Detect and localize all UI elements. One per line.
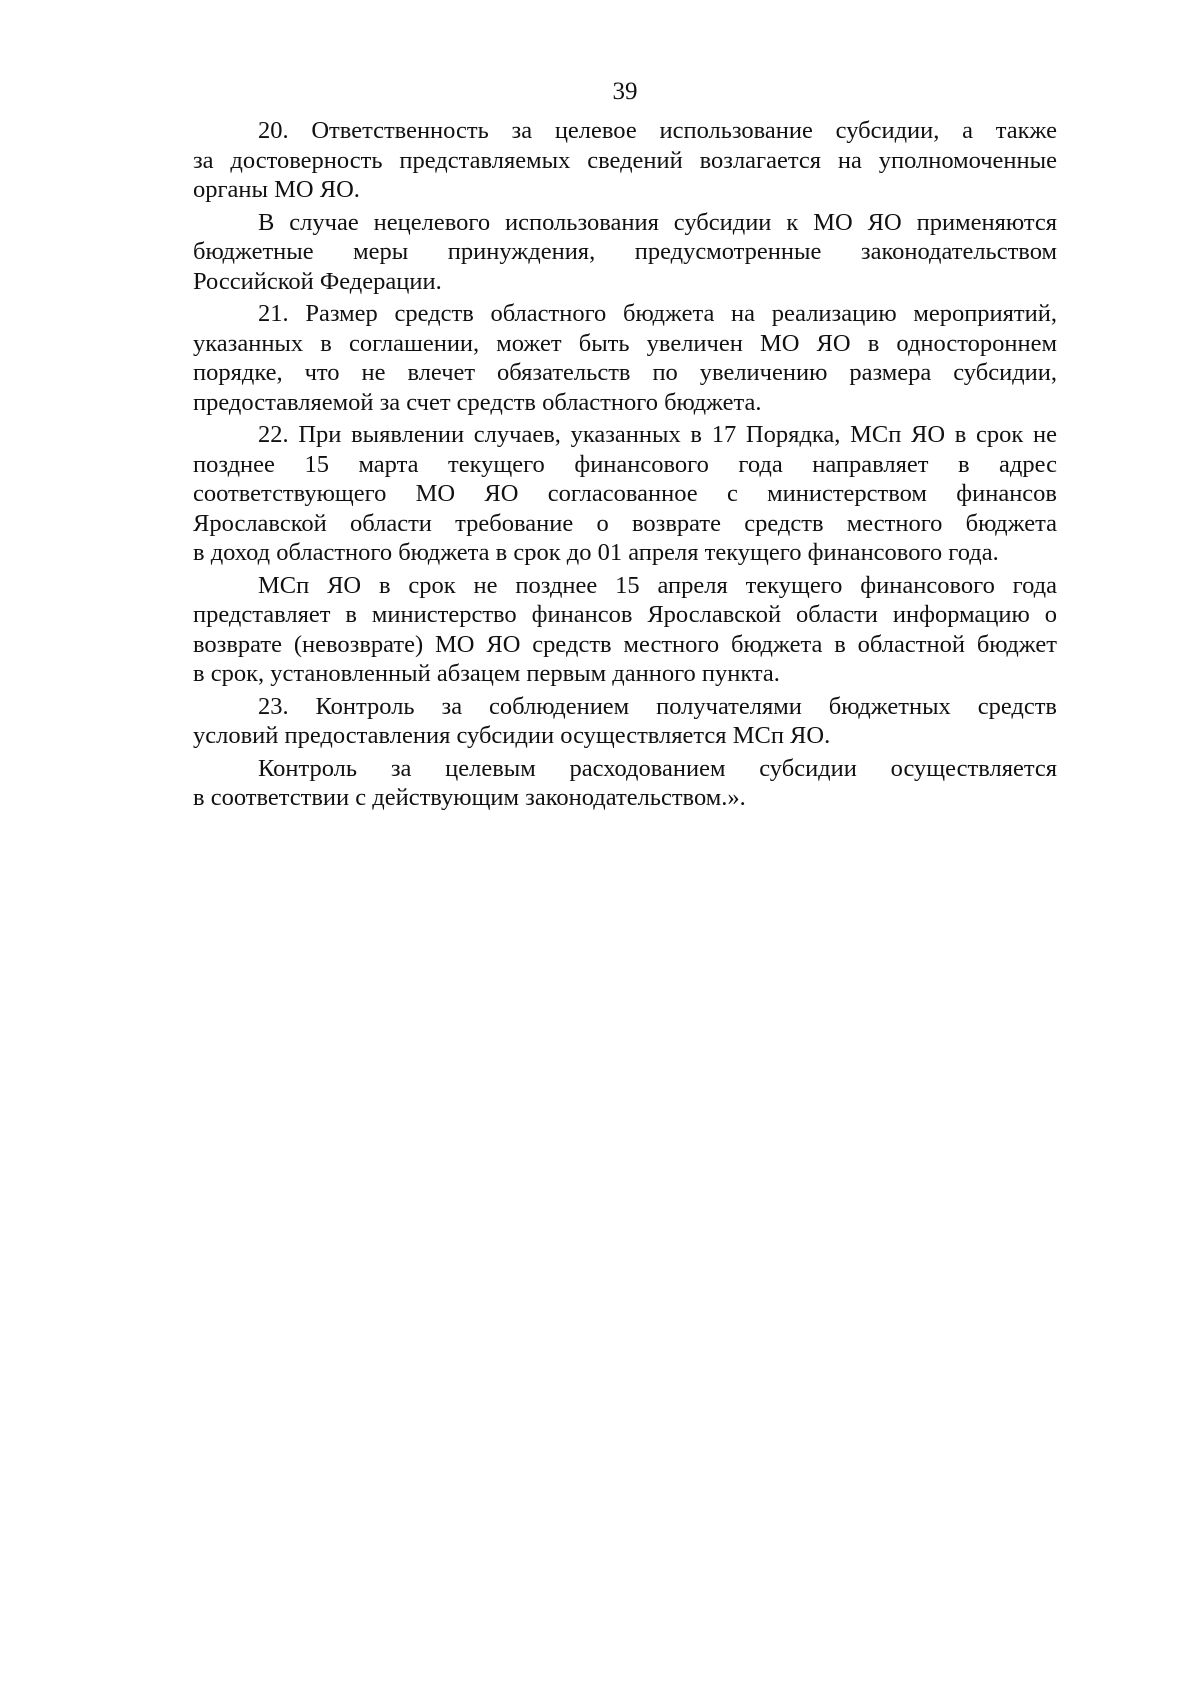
paragraph-line: представляет в министерство финансов Ярославской области информацию о xyxy=(193,601,1057,628)
paragraph-line: Ярославской области требование о возврате средств местного бюджета xyxy=(193,509,1057,537)
paragraph-line: условий предоставления субсидии осуществляется МСп ЯО. xyxy=(193,722,831,749)
paragraph xyxy=(193,571,1057,689)
paragraph-line: 22. При выявлении случаев, указанных в 17 Порядка, МСп ЯО в срок не xyxy=(258,421,1057,448)
paragraph-line: в срок, установленный абзацем первым данного пункта. xyxy=(193,660,780,687)
paragraph-line: Контроль за целевым расходованием субсидии осуществляется xyxy=(258,754,1057,782)
paragraph-line: МСп ЯО в срок не позднее 15 апреля текущего финансового года xyxy=(258,571,1057,599)
paragraph-line: органы МО ЯО. xyxy=(193,176,360,203)
paragraph-line: 23. Контроль за соблюдением получателями бюджетных средств xyxy=(258,692,1057,720)
paragraph-line: порядке, что не влечет обязательств по увеличению размера субсидии, xyxy=(193,359,1057,386)
document-body xyxy=(193,116,1057,816)
paragraph xyxy=(193,420,1057,568)
paragraph-line: за достоверность представляемых сведений возлагается на уполномоченные xyxy=(193,146,1057,174)
paragraph-line: предоставляемой за счет средств областного бюджета. xyxy=(193,388,762,416)
paragraph xyxy=(193,754,1057,813)
paragraph-line: указанных в соглашении, может быть увеличен МО ЯО в одностороннем xyxy=(193,329,1057,357)
paragraph-line: Российской Федерации. xyxy=(193,267,442,295)
paragraph-line: соответствующего МО ЯО согласованное с министерством финансов xyxy=(193,480,1057,507)
page-number: 39 xyxy=(612,78,638,105)
paragraph-line: позднее 15 марта текущего финансового года направляет в адрес xyxy=(193,450,1057,478)
paragraph-line: возврате (невозврате) МО ЯО средств местного бюджета в областной бюджет xyxy=(193,630,1057,658)
paragraph xyxy=(193,208,1057,297)
paragraph xyxy=(193,692,1057,751)
paragraph xyxy=(193,116,1057,205)
paragraph-line: В случае нецелевого использования субсидии к МО ЯО применяются xyxy=(258,208,1057,236)
paragraph-line: 21. Размер средств областного бюджета на реализацию мероприятий, xyxy=(258,300,1057,327)
paragraph xyxy=(193,299,1057,417)
paragraph-line: в соответствии с действующим законодательством.». xyxy=(193,784,746,811)
paragraph-line: в доход областного бюджета в срок до 01 апреля текущего финансового года. xyxy=(193,539,999,566)
paragraph-line: бюджетные меры принуждения, предусмотренные законодательством xyxy=(193,238,1057,265)
paragraph-line: 20. Ответственность за целевое использование субсидии, а также xyxy=(258,117,1057,144)
